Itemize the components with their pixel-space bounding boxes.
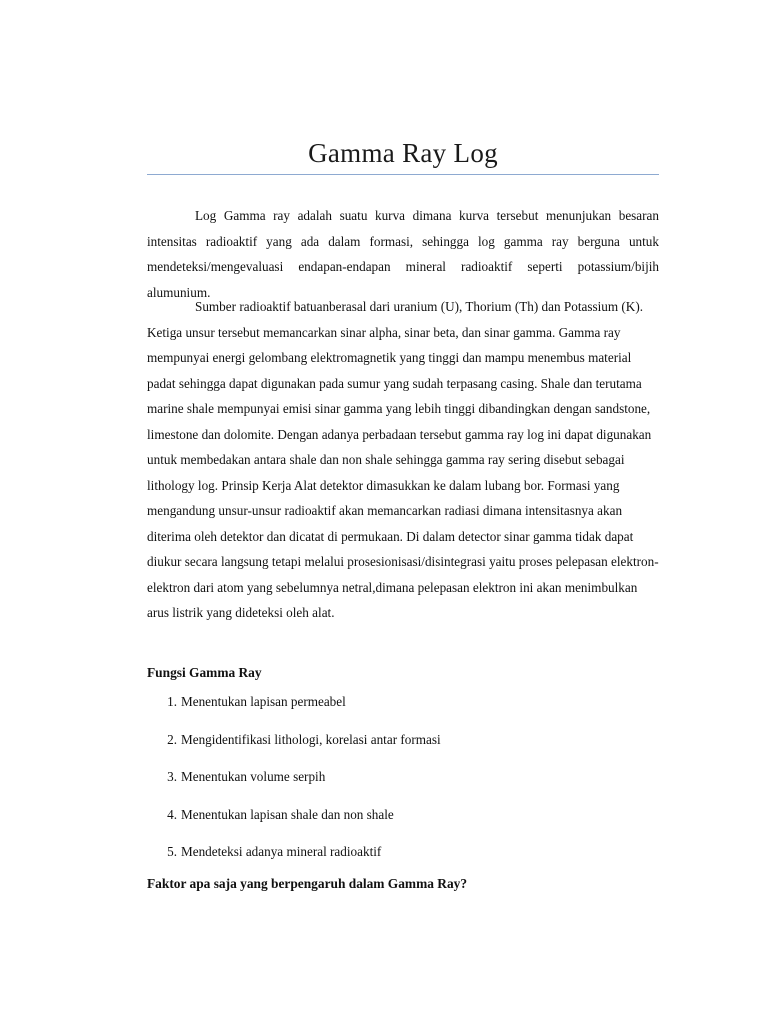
list-item-text: Mengidentifikasi lithologi, korelasi antar formasi: [181, 731, 441, 747]
list-item-number: 1.: [167, 694, 177, 709]
list-item-number: 4.: [167, 806, 177, 822]
list-item-text: Menentukan lapisan permeabel: [181, 694, 346, 709]
title-divider: [147, 174, 659, 175]
list-item-number: 5.: [167, 844, 177, 859]
page-title: Gamma Ray Log: [308, 138, 498, 168]
list-item-text: Menentukan volume serpih: [181, 769, 326, 784]
list-item-text: Menentukan lapisan shale dan non shale: [181, 806, 394, 822]
paragraph-source: Sumber radioaktif batuanberasal dari uranium (U), Thorium (Th) dan Potassium (K). Ketiga unsur tersebut memancarkan sinar alpha, sinar beta, dan sinar gamma. Gamma ray mempunyai energi gelombang elektromagnetik yang tinggi dan mampu menembus material padat sehingga dapat digunakan pada sumur yang sudah terpasang casing. Shale dan terutama marine shale mempunyai emisi sinar gamma yang lebih tinggi dibandingkan dengan sandstone, limestone dan dolomite. Dengan adanya perbadaan tersebut gamma ray log ini dapat digunakan untuk membedakan antara shale dan non shale sehingga gamma ray sering disebut sebagai lithology log. Prinsip Kerja Alat detektor dimasukkan ke dalam lubang bor. Formasi yang mengandung unsur-unsur radioaktif akan memancarkan radiasi dimana intensitasnya akan diterima oleh detektor dan dicatat di permukaan. Di dalam detector sinar gamma tidak dapat diukur secara langsung tetapi melalui prosesionisasi/disintegrasi yaitu proses pelepasan elektron-elektron dari atom yang sebelumnya netral,dimana pelepasan elektron ini akan menimbulkan arus listrik yang dideteksi oleh alat.: [147, 299, 659, 620]
paragraph-intro: Log Gamma ray adalah suatu kurva dimana kurva tersebut menunjukan besaran intensitas radioaktif yang ada dalam formasi, sehingga log gamma ray berguna untuk mendeteksi/mengevaluasi endapan-endapan mineral radioaktif seperti potassium/bijih alumunium.: [147, 208, 659, 300]
section-heading-faktor: Faktor apa saja yang berpengaruh dalam Gamma Ray?: [147, 876, 468, 891]
list-item-text: Mendeteksi adanya mineral radioaktif: [181, 844, 382, 859]
list-item-number: 3.: [167, 769, 177, 784]
list-item-number: 2.: [167, 731, 177, 747]
section-heading-fungsi: Fungsi Gamma Ray: [147, 665, 262, 680]
